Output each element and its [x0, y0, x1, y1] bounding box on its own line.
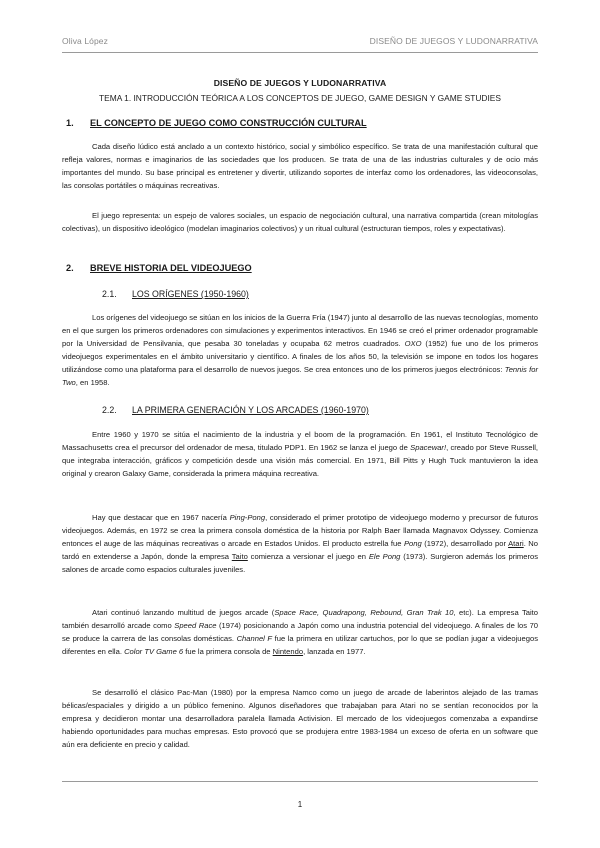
text-run: Los orígenes del videojuego se sitúan en los inicios de la Guerra Fría (1947) junto al desarrollo de las nuevas tecnologías, momento en el que surgen los primeros ordenadores con simulaciones y experimentos interactivos. En 1946 se creó el primer ordenador programable por la Universidad de Pensilvania, que pesaba 30 toneladas y ocupaba 62 metros cuadrados. — [62, 313, 538, 348]
text-run: Se desarrolló el clásico Pac-Man (1980) por la empresa Namco como un juego de arcade de laberintos alejado de las tramas bélicas/espaciales y dirigido a un público femenino. Algunos diseñadores que trabajaban para Atari no se sentían reconocidos por la empresa y decidieron montar una desarrolladora paralela llamada Activision. El mercado de los videojuegos comenzaba a expandirse habiendo oportunidades para muchas empresas. Esto provocó que se produjera entre 1983-1984 un exceso de oferta en un software que aún era deficiente en precio y calidad. — [62, 688, 538, 749]
subsection-title: LA PRIMERA GENERACIÓN Y LOS ARCADES (1960-1970) — [132, 405, 369, 415]
subsection-heading-2-2 — [102, 405, 369, 415]
section-heading-2 — [66, 263, 252, 273]
subsection-heading-2-1 — [102, 289, 249, 299]
italic-run: OXO — [404, 339, 422, 348]
page-number: 1 — [297, 800, 303, 809]
paragraph — [62, 606, 538, 658]
paragraph — [62, 311, 538, 389]
paragraph — [62, 428, 538, 480]
italic-run: Spacewar! — [410, 443, 447, 452]
text-run: Cada diseño lúdico está anclado a un contexto histórico, social y simbólico específico. Se trata de una manifestación cultural que refleja valores, normas e imaginarios de las sociedades que los producen. Se trata de una de las industrias culturales y de ocio más importantes del mundo. Su base principal es entretener y divertir, utilizando soportes de interfaz como los ordenadores, las videoconsolas, las consolas portátiles o máquinas recreativas. — [62, 142, 538, 190]
text-run: El juego representa: un espejo de valores sociales, un espacio de negociación cultural, una narrativa compartida (crean mitologías colectivas), un dispositivo ideológico (modelan imaginarios colectivos) y un ritual cultural (estructuran tiempos, roles y expectativas). — [62, 211, 538, 233]
paragraph — [62, 140, 538, 192]
italic-run: Color TV Game 6 — [124, 647, 184, 656]
paragraph — [62, 511, 538, 576]
text-run: , en 1958. — [75, 378, 110, 387]
text-run: . No tardó en extenderse a Japón, donde la empresa — [62, 539, 538, 561]
paragraph — [62, 686, 538, 751]
text-run: (1973). Surgieron además los primeros salones de arcade como espacios culturales juveniles. — [62, 552, 539, 574]
underlined-run: Atari — [508, 539, 524, 548]
italic-run: Channel F — [236, 634, 273, 643]
subsection-title: LOS ORÍGENES (1950-1960) — [132, 289, 249, 299]
section-number: 1. — [66, 118, 74, 128]
header-divider — [62, 52, 538, 53]
text-run: Atari continuó lanzando multitud de juegos arcade ( — [92, 608, 275, 617]
italic-run: Ele Pong — [368, 552, 401, 561]
underlined-run: Taito — [231, 552, 248, 561]
text-run: fue la primera consola de — [183, 647, 273, 656]
text-run: , creado por Steve Russell, que integraba interacción, gráficos y competición desde una visión más comercial. En 1971, Bill Pitts y Hugh Tuck mantuvieron la idea original y crearon Galaxy Game, considerada la primera máquina recreativa. — [62, 443, 539, 478]
section-title: EL CONCEPTO DE JUEGO COMO CONSTRUCCIÓN CULTURAL — [90, 118, 367, 128]
section-title: BREVE HISTORIA DEL VIDEOJUEGO — [90, 263, 252, 273]
text-run: Entre 1960 y 1970 se sitúa el nacimiento de la industria y el boom de la programación. En 1961, el Instituto Tecnológico de Massachusetts crea el precursor del ordenador de mesa, titulado PDP1. En 1962 se lanza el juego de — [62, 430, 538, 452]
italic-run: Tennis for Two — [62, 365, 538, 387]
italic-run: Ping-Pong — [229, 513, 266, 522]
document-title: DISEÑO DE JUEGOS Y LUDONARRATIVA — [213, 78, 387, 88]
text-run: comienza a versionar el juego en — [247, 552, 369, 561]
italic-run: Pong — [403, 539, 422, 548]
text-run: (1974) posicionando a Japón como una industria potencial del videojuego. A finales de los 70 se produce la carrera de las consolas domésticas. — [62, 621, 539, 643]
footer-divider — [62, 781, 538, 782]
document-subtitle: TEMA 1. INTRODUCCIÓN TEÓRICA A LOS CONCEPTOS DE JUEGO, GAME DESIGN Y GAME STUDIES — [99, 93, 501, 103]
italic-run: Space Race, Quadrapong, Rebound, Gran Trak 10 — [274, 608, 454, 617]
text-run: fue la primera en utilizar cartuchos, por lo que se podían jugar a videojuegos diferentes en ella. — [62, 634, 538, 656]
subsection-number: 2.2. — [102, 405, 117, 415]
subsection-number: 2.1. — [102, 289, 117, 299]
text-run: Hay que destacar que en 1967 nacería — [92, 513, 230, 522]
text-run: (1952) fue uno de los primeros videojuegos experimentales en el ámbito universitario y científico. A finales de los años 50, la televisión se impone en todos los hogares utilizándose como una plataforma para el desarrollo de nuevos juegos. Se crea entonces uno de los primeros juegos electrónicos: — [62, 339, 538, 374]
section-heading-1 — [66, 118, 367, 128]
italic-run: Speed Race — [174, 621, 217, 630]
paragraph — [62, 209, 538, 235]
text-run: (1972), desarrollado por — [421, 539, 509, 548]
header-course-title: DISEÑO DE JUEGOS Y LUDONARRATIVA — [369, 36, 538, 46]
text-run: , lanzada en 1977. — [303, 647, 366, 656]
underlined-run: Nintendo — [272, 647, 304, 656]
header-author: Oliva López — [62, 36, 108, 46]
section-number: 2. — [66, 263, 74, 273]
text-run: , considerado el primer prototipo de videojuego moderno y precursor de futuros videojuegos. Además, en 1972 se crea la primera consola doméstica de la historia por Ralph Baer llamada Magnavox Odyssey. Comienza entonces el auge de las máquinas recreativas o arcade en Estados Unidos. El producto estrella fue — [62, 513, 538, 548]
text-run: , etc). La empresa Taito también desarrolló arcade como — [62, 608, 538, 630]
